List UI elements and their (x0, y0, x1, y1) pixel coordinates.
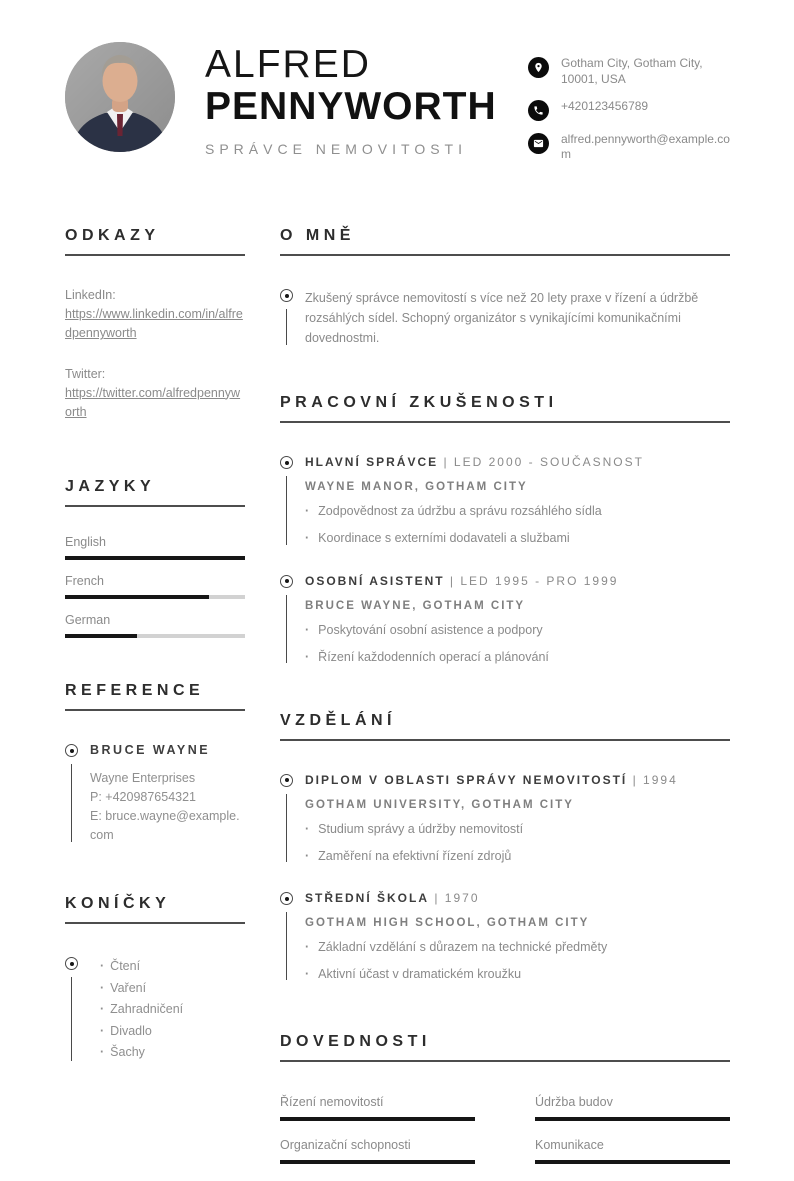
section-rule (65, 709, 245, 711)
list-dot: · (305, 967, 310, 982)
entry-timeline (71, 977, 72, 1061)
job-role-line (305, 455, 730, 469)
language-bar-track (65, 595, 245, 599)
email-icon (528, 133, 549, 154)
entry-bullet-icon (280, 289, 293, 302)
section-rule (65, 922, 245, 924)
education-entry (280, 773, 730, 865)
hobby-list (90, 956, 245, 1064)
skill-name: Řízení nemovitostí (280, 1095, 384, 1110)
section-title-languages: JAZYKY (65, 478, 156, 496)
education-school: GOTHAM UNIVERSITY, GOTHAM CITY (305, 798, 574, 811)
education-bullet (305, 820, 730, 838)
list-dot: · (305, 940, 310, 955)
reference-email: E: bruce.wayne@example.com (90, 809, 240, 843)
education-degree: STŘEDNÍ ŠKOLA (305, 891, 430, 906)
language-bar-fill (65, 634, 137, 638)
section-languages (65, 478, 245, 638)
education-dates: | 1970 (434, 891, 480, 906)
language-bar-fill (65, 595, 209, 599)
link-item-linkedin (65, 286, 245, 344)
contact-location-row (528, 56, 730, 88)
contact-block (528, 42, 730, 174)
education-bullet (305, 847, 730, 865)
right-column (280, 227, 730, 1181)
job-company: BRUCE WAYNE, GOTHAM CITY (305, 599, 526, 612)
contact-email: alfred.pennyworth@example.com (561, 131, 730, 162)
education-bullet-text: Aktivní účast v dramatickém kroužku (318, 967, 522, 982)
education-bullet-text: Základní vzdělání s důrazem na technické předměty (318, 940, 608, 955)
section-references (65, 682, 245, 845)
skill-name: Údržba budov (535, 1095, 613, 1110)
linkedin-link[interactable]: https://www.linkedin.com/in/alfredpennyworth (65, 307, 243, 341)
education-bullet (305, 965, 730, 983)
about-entry (280, 288, 730, 348)
hobby-item: · Šachy (100, 1042, 245, 1064)
job-entry (280, 574, 730, 666)
left-column (65, 227, 245, 1181)
twitter-link[interactable]: https://twitter.com/alfredpennyworth (65, 385, 241, 419)
skill-item (535, 1138, 730, 1164)
entry-bullet-icon (280, 774, 293, 787)
entry-timeline (286, 595, 287, 663)
section-experience (280, 394, 730, 666)
section-title-education: VZDĚLÁNÍ (280, 711, 396, 729)
job-bullet-text: Koordinace s externími dodavateli a službami (318, 531, 570, 546)
job-title: SPRÁVCE NEMOVITOSTI (205, 141, 467, 158)
hobbies-entry (65, 956, 245, 1064)
last-name: PENNYWORTH (205, 85, 497, 129)
reference-entry (65, 743, 245, 845)
hobby-item: · Zahradničení (100, 999, 245, 1021)
section-title-hobbies: KONÍČKY (65, 895, 171, 913)
list-dot: · (305, 622, 310, 637)
skill-bar-track (535, 1117, 730, 1121)
job-dates: | LED 2000 - SOUČASNOST (443, 455, 644, 470)
contact-phone-row (528, 99, 730, 121)
skill-item (280, 1138, 475, 1164)
language-bar-fill (65, 556, 245, 560)
skill-item (535, 1095, 730, 1121)
language-bar-track (65, 556, 245, 560)
education-bullet-text: Zaměření na efektivní řízení zdrojů (318, 848, 512, 863)
location-pin-icon (528, 57, 549, 78)
entry-timeline (286, 476, 287, 544)
link-label: Twitter: (65, 366, 106, 381)
list-dot: · (305, 531, 310, 546)
language-name: French (65, 574, 104, 589)
job-entry (280, 455, 730, 547)
language-bar-track (65, 634, 245, 638)
job-bullet (305, 529, 730, 547)
job-role-line (305, 574, 730, 588)
skill-bar-fill (535, 1160, 730, 1164)
education-entry (280, 891, 730, 983)
section-about (280, 227, 730, 348)
hobby-item: · Vaření (100, 978, 245, 1000)
contact-email-row (528, 132, 730, 164)
education-bullet (305, 938, 730, 956)
profile-photo-illustration (65, 42, 175, 152)
skill-bar-fill (280, 1160, 475, 1164)
job-bullet-text: Zodpovědnost za údržbu a správu rozsáhlého sídla (318, 504, 602, 519)
job-bullet-text: Poskytování osobní asistence a podpory (318, 622, 543, 637)
about-text: Zkušený správce nemovitostí s více než 20 lety praxe v řízení a údržbě rozsáhlých sídel. Schopný organizátor s vynikajícími komunikačními dovednostmi. (305, 291, 699, 346)
skill-bar-fill (535, 1117, 730, 1121)
skills-grid (280, 1095, 730, 1181)
job-company: WAYNE MANOR, GOTHAM CITY (305, 481, 528, 494)
language-row (65, 574, 245, 599)
skill-bar-fill (280, 1117, 475, 1121)
section-rule (280, 739, 730, 741)
reference-name: BRUCE WAYNE (90, 743, 211, 758)
job-role: HLAVNÍ SPRÁVCE (305, 455, 439, 470)
section-rule (280, 1060, 730, 1062)
skill-bar-track (535, 1160, 730, 1164)
list-dot: · (305, 504, 310, 519)
section-title-about: O MNĚ (280, 227, 355, 245)
entry-timeline (286, 794, 287, 862)
entry-timeline (286, 309, 287, 345)
hobby-item: · Divadlo (100, 1021, 245, 1043)
job-bullet (305, 502, 730, 520)
first-name: ALFRED (205, 43, 371, 86)
education-bullet-text: Studium správy a údržby nemovitostí (318, 821, 524, 836)
main-columns (65, 227, 730, 1181)
section-skills (280, 1033, 730, 1181)
section-rule (65, 505, 245, 507)
reference-company: Wayne Enterprises (90, 771, 196, 786)
entry-bullet-icon (65, 744, 78, 757)
section-title-references: REFERENCE (65, 682, 205, 700)
language-name: English (65, 535, 106, 550)
list-dot: · (305, 649, 310, 664)
skill-item (280, 1095, 475, 1121)
entry-bullet-icon (280, 456, 293, 469)
reference-details (90, 769, 245, 845)
contact-location: Gotham City, Gotham City, 10001, USA (561, 56, 703, 86)
job-bullet-text: Řízení každodenních operací a plánování (318, 649, 549, 664)
education-degree-line (305, 773, 730, 787)
section-title-skills: DOVEDNOSTI (280, 1033, 431, 1051)
name-block (205, 42, 505, 157)
job-bullet (305, 648, 730, 666)
reference-phone: P: +420987654321 (90, 790, 197, 805)
entry-timeline (286, 912, 287, 980)
section-rule (280, 421, 730, 423)
link-label: LinkedIn: (65, 288, 116, 303)
section-rule (65, 254, 245, 256)
language-row (65, 535, 245, 560)
education-dates: | 1994 (632, 772, 678, 787)
education-degree: DIPLOM V OBLASTI SPRÁVY NEMOVITOSTÍ (305, 772, 628, 787)
section-title-experience: PRACOVNÍ ZKUŠENOSTI (280, 394, 558, 412)
skill-name: Organizační schopnosti (280, 1138, 411, 1153)
skill-bar-track (280, 1117, 475, 1121)
hobby-item: · Čtení (100, 956, 245, 978)
list-dot: · (305, 848, 310, 863)
job-bullet (305, 621, 730, 639)
section-rule (280, 254, 730, 256)
section-links (65, 227, 245, 422)
job-dates: | LED 1995 - PRO 1999 (449, 573, 619, 588)
section-title-links: ODKAZY (65, 227, 160, 245)
entry-bullet-icon (280, 892, 293, 905)
list-dot: · (305, 821, 310, 836)
phone-icon (528, 100, 549, 121)
language-row (65, 613, 245, 638)
skill-name: Komunikace (535, 1138, 604, 1153)
education-degree-line (305, 891, 730, 905)
education-school: GOTHAM HIGH SCHOOL, GOTHAM CITY (305, 917, 590, 930)
entry-bullet-icon (280, 575, 293, 588)
header (65, 42, 730, 174)
link-item-twitter (65, 365, 245, 423)
contact-phone: +420123456789 (561, 98, 649, 113)
entry-bullet-icon (65, 957, 78, 970)
entry-timeline (71, 764, 72, 842)
skill-bar-track (280, 1160, 475, 1164)
section-education (280, 712, 730, 984)
language-name: German (65, 613, 111, 628)
profile-photo (65, 42, 175, 152)
section-hobbies (65, 895, 245, 1064)
job-role: OSOBNÍ ASISTENT (305, 573, 445, 588)
